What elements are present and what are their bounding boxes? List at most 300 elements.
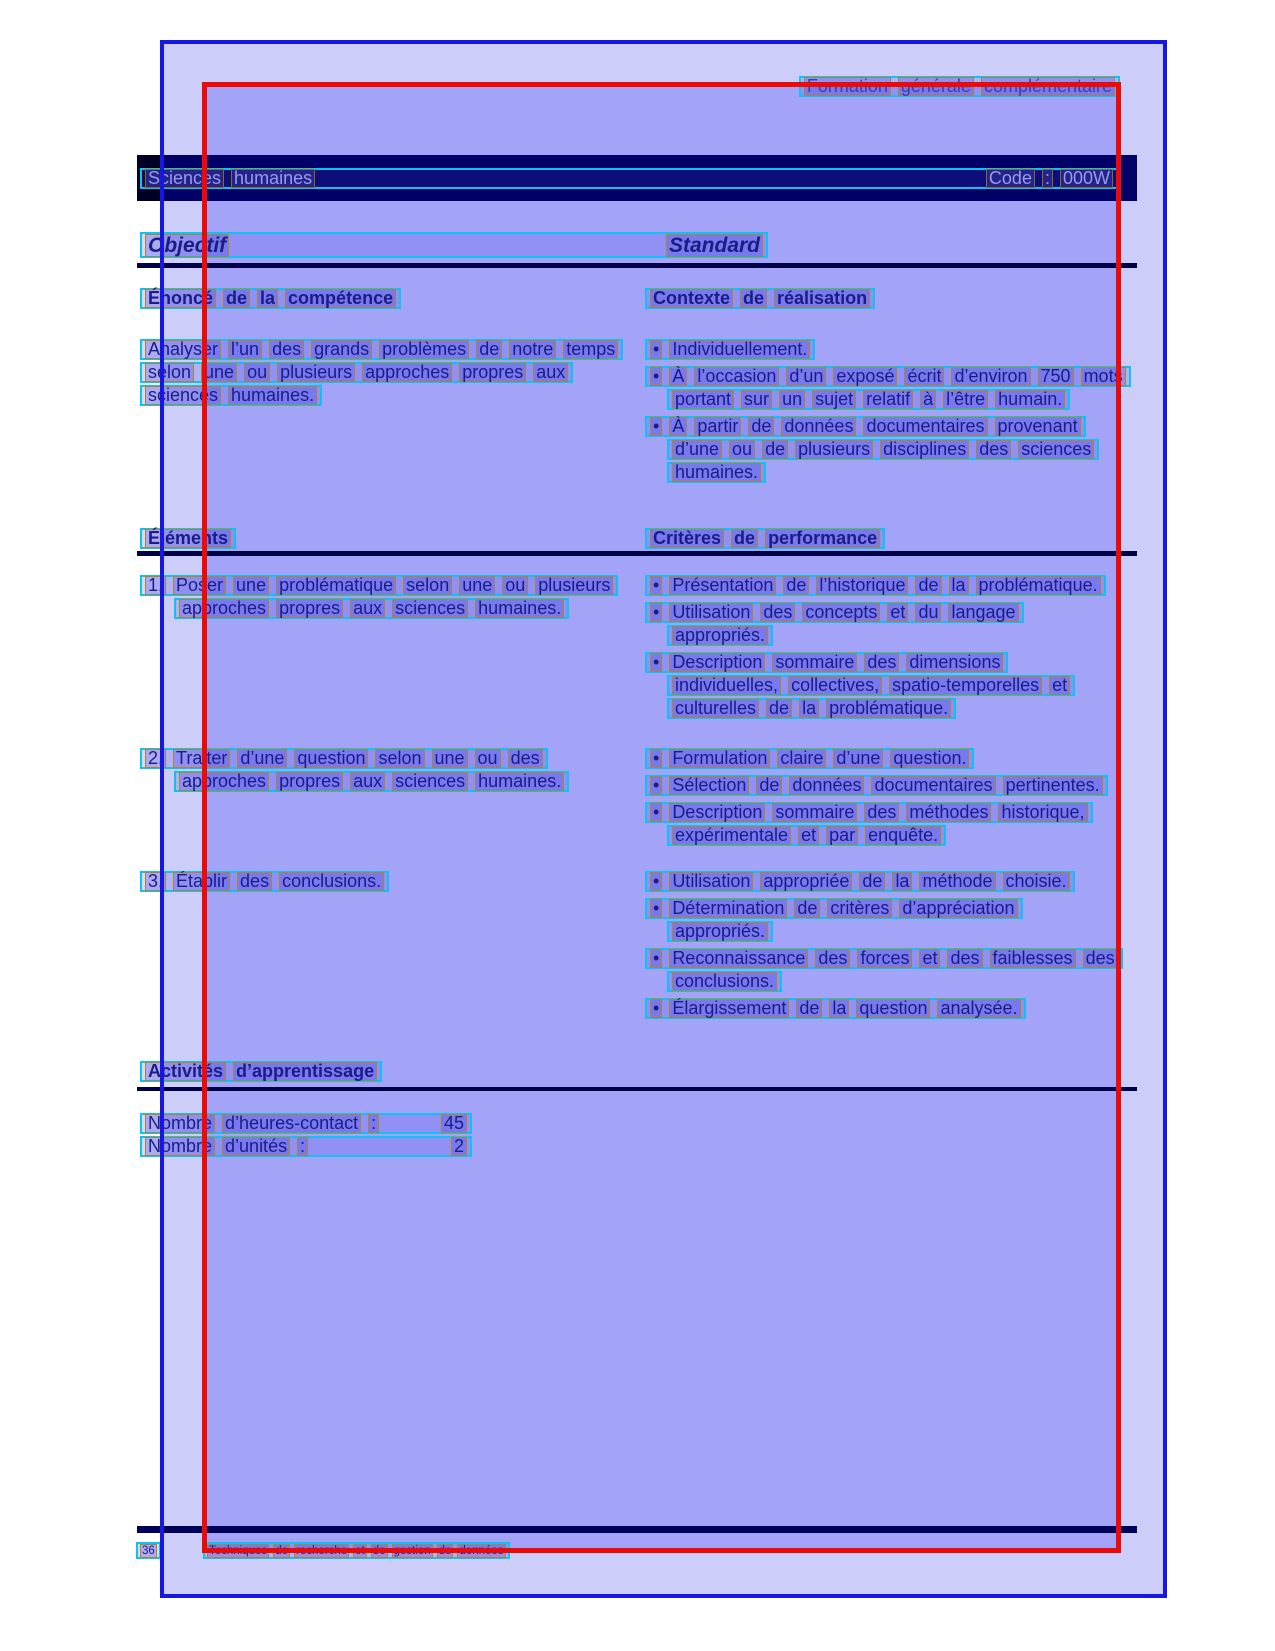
ocr-word: À <box>669 367 687 386</box>
text-row <box>645 625 1106 648</box>
text-row <box>645 652 1106 675</box>
text-row <box>140 362 623 385</box>
bullet-icon: • <box>650 603 662 622</box>
text-row <box>140 598 618 621</box>
ocr-word: ou <box>729 440 755 459</box>
ocr-word: l’être <box>943 390 988 409</box>
ocr-word: aux <box>350 772 385 791</box>
ocr-line <box>140 748 548 769</box>
ocr-word: complémentaire <box>981 77 1115 96</box>
ocr-word: ou <box>502 576 528 595</box>
ocr-word: l’un <box>228 340 262 359</box>
ocr-word: Élargissement <box>669 999 789 1018</box>
ocr-word: Traiter <box>173 749 230 768</box>
course-code <box>986 169 1113 188</box>
ocr-line <box>645 602 1024 623</box>
ocr-word: propres <box>276 772 343 791</box>
ocr-word: pertinentes. <box>1003 776 1103 795</box>
competence-heading <box>140 288 401 309</box>
ocr-word: À <box>669 417 687 436</box>
ocr-word: des <box>508 749 543 768</box>
element-item <box>140 748 569 794</box>
ocr-line <box>645 528 885 549</box>
ocr-line <box>667 921 773 942</box>
activites-heading <box>140 1061 382 1082</box>
ocr-line <box>645 288 875 309</box>
ocr-word: 750 <box>1038 367 1074 386</box>
ocr-word: notre <box>509 340 556 359</box>
footer-section-title <box>203 1542 510 1560</box>
bullet-icon: • <box>650 999 662 1018</box>
ocr-word: la <box>799 699 819 718</box>
text-row <box>645 462 1131 485</box>
ocr-word: question <box>856 999 930 1018</box>
ocr-word: de <box>731 529 758 548</box>
ocr-word: plusieurs <box>277 363 355 382</box>
ocr-line <box>667 389 1070 410</box>
ocr-word: l’occasion <box>694 367 779 386</box>
bullet-item <box>645 775 1108 798</box>
ocr-word: Poser <box>173 576 226 595</box>
ocr-line <box>645 652 1008 673</box>
ocr-line <box>667 971 782 992</box>
ocr-word: Analyser <box>145 340 221 359</box>
ocr-word: Objectif <box>145 234 229 257</box>
ocr-word: individuelles, <box>672 676 781 695</box>
bullet-icon: • <box>650 803 662 822</box>
footer-rule <box>137 1526 1137 1533</box>
competence-text <box>140 339 623 408</box>
ocr-word: de <box>859 872 885 891</box>
ocr-line <box>136 1542 161 1559</box>
bullet-item <box>645 339 1131 362</box>
ocr-word: par <box>826 826 858 845</box>
ocr-word: des <box>864 803 899 822</box>
ocr-word: humaines. <box>672 463 761 482</box>
ocr-word: concepts <box>802 603 880 622</box>
ocr-word: de <box>476 340 502 359</box>
ocr-word: enquête. <box>865 826 941 845</box>
ocr-word: de <box>748 417 774 436</box>
text-row <box>140 748 569 771</box>
ocr-line <box>140 339 623 360</box>
text-row <box>645 366 1131 389</box>
ocr-word: choisie. <box>1003 872 1070 891</box>
ocr-word: des <box>269 340 304 359</box>
ocr-word: provenant <box>995 417 1081 436</box>
ocr-line <box>645 416 1086 437</box>
ocr-line <box>645 575 1106 596</box>
text-row <box>645 439 1131 462</box>
ocr-word: données <box>459 1544 504 1557</box>
ocr-word: gestion <box>393 1544 431 1557</box>
ocr-word: expérimentale <box>672 826 791 845</box>
criteres-heading <box>645 528 885 549</box>
divider-rule-1 <box>137 263 1137 268</box>
ocr-word: des <box>1083 949 1118 968</box>
ocr-word: relatif <box>863 390 913 409</box>
ocr-word: plusieurs <box>535 576 613 595</box>
text-row <box>645 575 1106 598</box>
ocr-word: question <box>294 749 368 768</box>
ocr-word: d’un <box>786 367 826 386</box>
ocr-word: la <box>829 999 849 1018</box>
ocr-word: 000W <box>1060 169 1113 188</box>
ocr-word: de <box>740 289 767 308</box>
ocr-word: à <box>920 390 936 409</box>
text-row <box>645 602 1106 625</box>
ocr-word: problèmes <box>379 340 469 359</box>
ocr-word: dimensions <box>906 653 1003 672</box>
ocr-word: méthodes <box>906 803 991 822</box>
ocr-word: problématique <box>276 576 396 595</box>
text-row <box>645 971 1123 994</box>
ocr-word: Description <box>669 653 765 672</box>
ocr-line <box>667 698 956 719</box>
criteria-list <box>645 871 1123 1025</box>
ocr-word: selon <box>403 576 452 595</box>
ocr-line <box>203 1542 510 1559</box>
bullet-icon: • <box>650 872 662 891</box>
text-row <box>645 675 1106 698</box>
ocr-word: une <box>233 576 269 595</box>
ocr-word: d’appréciation <box>899 899 1017 918</box>
ocr-word: humaines <box>231 169 315 188</box>
ocr-word: d’une <box>672 440 722 459</box>
ocr-word: Présentation <box>669 576 776 595</box>
ocr-word: une <box>459 576 495 595</box>
ocr-word: appropriée <box>760 872 852 891</box>
ocr-line <box>140 575 618 596</box>
item-number: 3. <box>145 872 166 891</box>
value: 45 <box>441 1114 467 1133</box>
ocr-word: conclusions. <box>672 972 777 991</box>
criteria-list <box>645 748 1108 852</box>
bullet-item <box>645 948 1123 994</box>
running-header <box>137 76 1120 97</box>
ocr-word: de <box>438 1544 452 1557</box>
text-row <box>645 339 1131 362</box>
ocr-word: Standard <box>666 234 763 257</box>
ocr-word: Utilisation <box>669 603 753 622</box>
bullet-item <box>645 602 1106 648</box>
ocr-line <box>174 598 569 619</box>
bullet-icon: • <box>650 417 662 436</box>
ocr-word: d’heures-contact <box>222 1114 361 1133</box>
ocr-line <box>667 439 1099 460</box>
course-title-bar <box>137 155 1137 201</box>
ocr-word: : <box>1042 169 1053 188</box>
ocr-word: humaines. <box>228 386 317 405</box>
ocr-line <box>140 168 1118 189</box>
ocr-word: l’historique <box>816 576 908 595</box>
bullet-item <box>645 366 1131 412</box>
divider-rule-3 <box>137 1087 1137 1091</box>
bullet-icon: • <box>650 653 662 672</box>
ocr-word: Contexte <box>650 289 733 308</box>
ocr-word: et <box>798 826 819 845</box>
ocr-word: selon <box>145 363 194 382</box>
ocr-word: d’une <box>833 749 883 768</box>
ocr-word: Description <box>669 803 765 822</box>
ocr-line <box>645 775 1108 796</box>
ocr-word: Reconnaissance <box>669 949 808 968</box>
ocr-word: écrit <box>904 367 944 386</box>
ocr-word: des <box>815 949 850 968</box>
text-row <box>645 416 1131 439</box>
ocr-line <box>140 871 389 892</box>
ocr-word: et <box>355 1544 365 1557</box>
ocr-word: sciences <box>392 772 468 791</box>
ocr-word: appropriés. <box>672 922 768 941</box>
item-number: 2. <box>145 749 166 768</box>
ocr-word: de <box>794 899 820 918</box>
contexte-bullets <box>645 339 1131 489</box>
ocr-word: selon <box>375 749 424 768</box>
ocr-line <box>645 802 1093 823</box>
ocr-word: Énoncé <box>145 289 216 308</box>
ocr-word: collectives, <box>788 676 882 695</box>
ocr-word: langage <box>948 603 1018 622</box>
ocr-word: historique, <box>998 803 1087 822</box>
course-name <box>145 169 315 188</box>
ocr-line <box>140 362 573 383</box>
ocr-word: conclusions. <box>279 872 384 891</box>
ocr-word: sur <box>741 390 772 409</box>
ocr-line <box>645 366 1131 387</box>
ocr-line <box>645 998 1026 1019</box>
bullet-icon: • <box>650 899 662 918</box>
item-number: 1. <box>145 576 166 595</box>
text-row <box>645 871 1123 894</box>
ocr-word: propres <box>459 363 526 382</box>
bullet-item <box>645 998 1123 1021</box>
ocr-word: : <box>297 1137 308 1156</box>
ocr-word: des <box>760 603 795 622</box>
ocr-word: grands <box>311 340 372 359</box>
ocr-word: claire <box>777 749 826 768</box>
ocr-word: sciences <box>1018 440 1094 459</box>
ocr-word: performance <box>765 529 880 548</box>
ocr-word: de <box>915 576 941 595</box>
text-row <box>645 698 1106 721</box>
ocr-word: un <box>779 390 805 409</box>
ocr-word: une <box>201 363 237 382</box>
ocr-word: exposé <box>833 367 897 386</box>
ocr-word: Nombre <box>145 1137 215 1156</box>
bullet-item <box>645 898 1123 944</box>
ocr-word: et <box>887 603 908 622</box>
ocr-word: approches <box>362 363 452 382</box>
bullet-icon: • <box>650 749 662 768</box>
ocr-word: de <box>372 1544 386 1557</box>
bullet-icon: • <box>650 340 662 359</box>
ocr-word: Activités <box>145 1062 226 1081</box>
element-item <box>140 575 618 621</box>
ocr-word: données <box>781 417 856 436</box>
text-row <box>645 389 1131 412</box>
ocr-word: sujet <box>812 390 856 409</box>
ocr-line <box>667 675 1075 696</box>
ocr-word: documentaires <box>863 417 987 436</box>
ocr-word: aux <box>533 363 568 382</box>
ocr-word: humaines. <box>475 599 564 618</box>
ocr-word: et <box>919 949 940 968</box>
ocr-word: portant <box>672 390 734 409</box>
contexte-heading <box>645 288 875 309</box>
column-titles-row <box>140 232 768 258</box>
divider-rule-2 <box>137 551 1137 556</box>
ocr-word: Sciences <box>145 169 224 188</box>
ocr-word: propres <box>276 599 343 618</box>
ocr-word: : <box>368 1114 379 1133</box>
ocr-word: de <box>762 440 788 459</box>
text-row <box>645 998 1123 1021</box>
ocr-line <box>140 385 322 406</box>
ocr-line <box>667 825 946 846</box>
ocr-word: d’unités <box>222 1137 290 1156</box>
ocr-word: ou <box>475 749 501 768</box>
ocr-word: documentaires <box>871 776 995 795</box>
ocr-word: et <box>1049 676 1070 695</box>
ocr-word: recherche <box>295 1544 348 1557</box>
ocr-line <box>645 748 974 769</box>
ocr-word: d’une <box>237 749 287 768</box>
text-row <box>645 802 1108 825</box>
ocr-line <box>667 462 766 483</box>
ocr-word: sommaire <box>772 803 857 822</box>
bullet-icon: • <box>650 367 662 386</box>
ocr-line <box>140 288 401 309</box>
ocr-word: problématique. <box>826 699 951 718</box>
text-row <box>645 775 1108 798</box>
bullet-item <box>645 575 1106 598</box>
text-row <box>140 1136 472 1159</box>
ocr-word: des <box>947 949 982 968</box>
ocr-word: données <box>789 776 864 795</box>
ocr-word: des <box>237 872 272 891</box>
ocr-word: Établir <box>173 872 230 891</box>
text-row <box>140 771 569 794</box>
ocr-word: de <box>756 776 782 795</box>
ocr-word: Critères <box>650 529 724 548</box>
text-row <box>140 1113 472 1136</box>
ocr-word: faiblesses <box>990 949 1076 968</box>
text-row <box>140 385 623 408</box>
text-row <box>645 921 1123 944</box>
ocr-line <box>140 1061 382 1082</box>
ocr-word: problématique. <box>976 576 1101 595</box>
ocr-line <box>645 871 1075 892</box>
bullet-item <box>645 871 1123 894</box>
bullet-item <box>645 416 1131 485</box>
ocr-word: forces <box>857 949 912 968</box>
ocr-line <box>140 1136 472 1157</box>
bullet-icon: • <box>650 776 662 795</box>
ocr-word: Éléments <box>145 529 231 548</box>
ocr-word: Détermination <box>669 899 787 918</box>
ocr-line <box>799 76 1120 97</box>
ocr-word: d’apprentissage <box>233 1062 377 1081</box>
ocr-word: Sélection <box>669 776 749 795</box>
ocr-word: partir <box>694 417 741 436</box>
bullet-item <box>645 748 1108 771</box>
ocr-word: de <box>766 699 792 718</box>
hours-units-rows <box>140 1113 472 1159</box>
text-row <box>645 898 1123 921</box>
ocr-word: humain. <box>995 390 1065 409</box>
ocr-word: spatio-temporelles <box>889 676 1042 695</box>
text-row <box>140 575 618 598</box>
ocr-word: compétence <box>285 289 396 308</box>
criteria-list <box>645 575 1106 725</box>
text-row <box>645 825 1108 848</box>
ocr-word: de <box>223 289 250 308</box>
ocr-word: ou <box>244 363 270 382</box>
text-row <box>645 748 1108 771</box>
ocr-word: aux <box>350 599 385 618</box>
ocr-word: disciplines <box>880 440 969 459</box>
ocr-word: la <box>892 872 912 891</box>
ocr-word: la <box>949 576 969 595</box>
ocr-word: plusieurs <box>795 440 873 459</box>
ocr-word: Formation <box>804 77 891 96</box>
bullet-item <box>645 802 1108 848</box>
footer-page-number <box>136 1542 161 1560</box>
ocr-word: culturelles <box>672 699 759 718</box>
bullet-item <box>645 652 1106 721</box>
ocr-word: du <box>915 603 941 622</box>
ocr-word: méthode <box>919 872 995 891</box>
ocr-word: Formulation <box>669 749 770 768</box>
ocr-line <box>645 339 815 360</box>
ocr-word: Techniques <box>209 1544 268 1557</box>
elements-heading <box>140 528 236 549</box>
ocr-word: Utilisation <box>669 872 753 891</box>
ocr-word: critères <box>827 899 892 918</box>
ocr-word: générale <box>898 77 974 96</box>
ocr-line <box>667 625 773 646</box>
ocr-word: des <box>864 653 899 672</box>
ocr-word: Code <box>986 169 1035 188</box>
text-row <box>645 948 1123 971</box>
ocr-word: appropriés. <box>672 626 768 645</box>
ocr-word: 36 <box>142 1544 155 1557</box>
ocr-line <box>174 771 569 792</box>
ocr-line <box>140 528 236 549</box>
bullet-icon: • <box>650 949 662 968</box>
ocr-line <box>140 1113 472 1134</box>
ocr-word: Nombre <box>145 1114 215 1133</box>
ocr-word: Individuellement. <box>669 340 810 359</box>
ocr-word: sommaire <box>772 653 857 672</box>
text-row <box>140 871 389 894</box>
text-row <box>140 339 623 362</box>
ocr-word: mots <box>1081 367 1126 386</box>
ocr-line <box>645 898 1023 919</box>
ocr-word: humaines. <box>475 772 564 791</box>
ocr-word: approches <box>179 772 269 791</box>
ocr-word: sciences <box>145 386 221 405</box>
ocr-word: de <box>796 999 822 1018</box>
ocr-word: analysée. <box>937 999 1020 1018</box>
ocr-line <box>140 232 768 258</box>
ocr-word: question. <box>890 749 969 768</box>
ocr-word: des <box>976 440 1011 459</box>
ocr-word: réalisation <box>774 289 870 308</box>
element-item <box>140 871 389 894</box>
ocr-word: d’environ <box>951 367 1030 386</box>
